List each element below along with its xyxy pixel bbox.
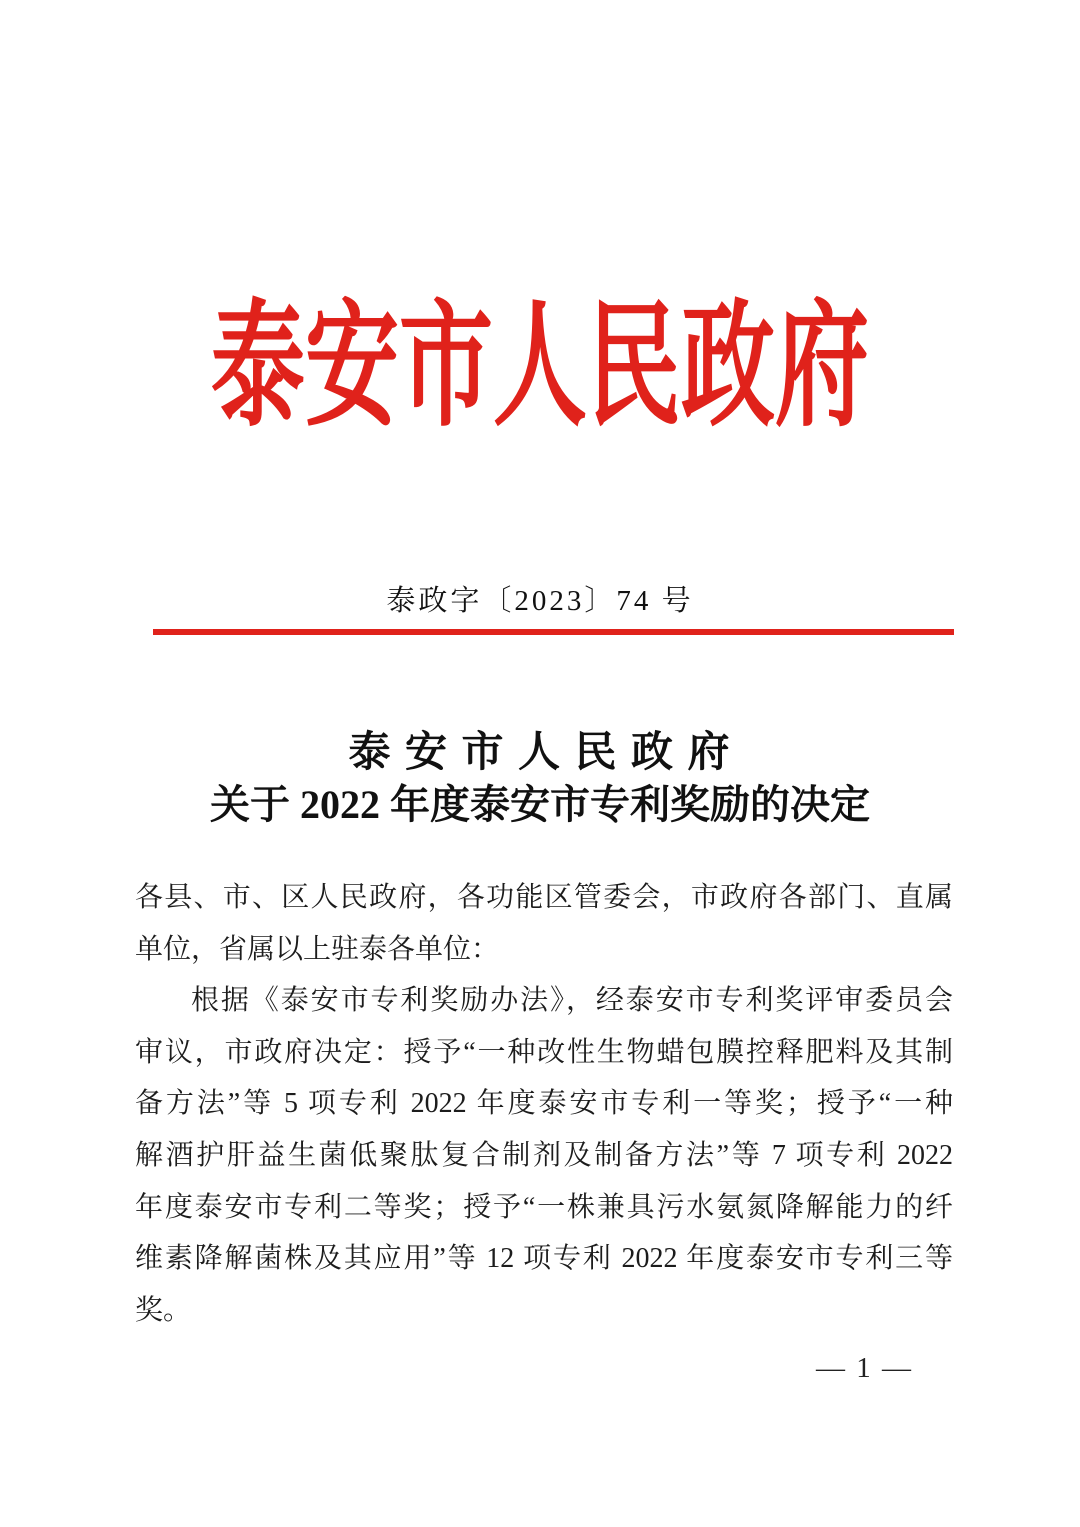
document-title-line-2: 关于 2022 年度泰安市专利奖励的决定 (210, 782, 870, 827)
page-number: — 1 — (816, 1352, 913, 1384)
body-line: 年度泰安市专利二等奖；授予“一株兼具污水氨氮降解能力的纤 (135, 1191, 953, 1223)
masthead-title: 泰安市人民政府 (210, 292, 869, 444)
body-line: 维素降解菌株及其应用”等 12 项专利 2022 年度泰安市专利三等 (135, 1243, 953, 1275)
body-line: 解酒护肝益生菌低聚肽复合制剂及制备方法”等 7 项专利 2022 (135, 1139, 953, 1171)
body-text (135, 872, 953, 1336)
body-line: 各县、市、区人民政府，各功能区管委会，市政府各部门、直属 (135, 882, 953, 913)
document-number: 泰政字〔2023〕74 号 (386, 585, 694, 617)
body-line: 单位，省属以上驻泰各单位： (135, 933, 500, 965)
document-title-line-1: 泰 安 市 人 民 政 府 (348, 730, 732, 776)
red-divider-rule (153, 629, 954, 635)
body-line: 奖。 (135, 1294, 192, 1326)
body-line: 备方法”等 5 项专利 2022 年度泰安市专利一等奖；授予“一种 (135, 1088, 953, 1120)
body-line: 根据《泰安市专利奖励办法》，经泰安市专利奖评审委员会 (191, 985, 953, 1017)
body-line: 审议，市政府决定：授予“一种改性生物蜡包膜控释肥料及其制 (135, 1036, 953, 1068)
